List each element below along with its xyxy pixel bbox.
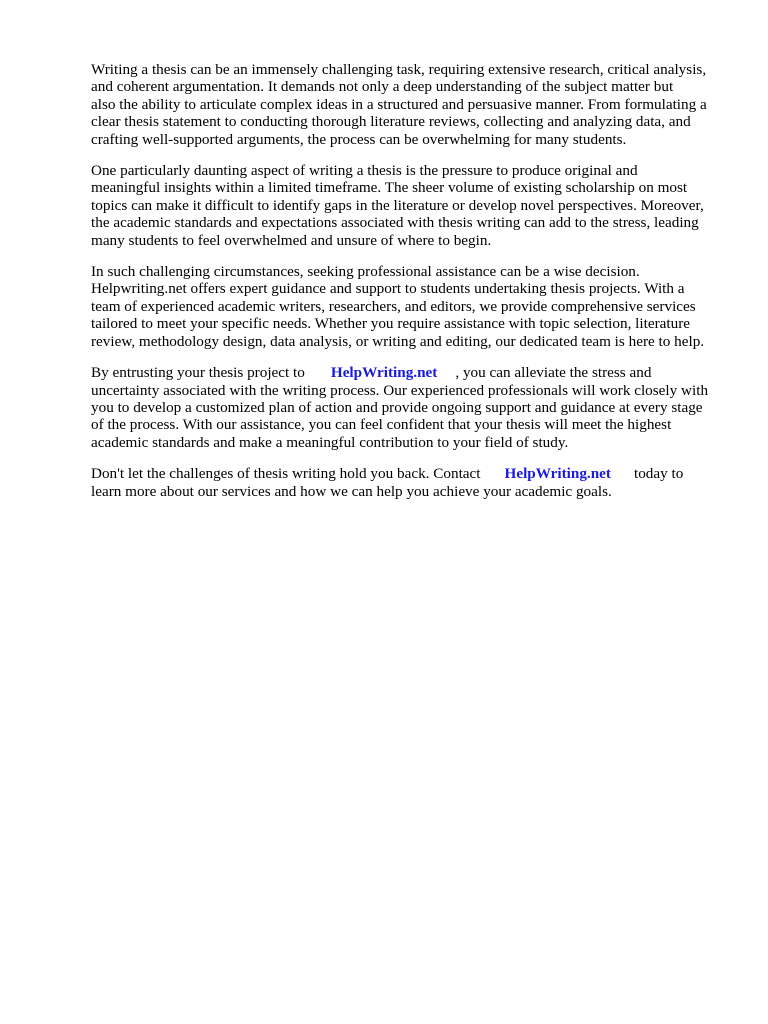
text-line: clear thesis statement to conducting thorough literature reviews, collecting and analyzing data, and	[91, 113, 691, 131]
text-line: learn more about our services and how we can help you achieve your academic goals.	[91, 482, 612, 500]
text-line: you to develop a customized plan of action and provide ongoing support and guidance at every stage	[91, 398, 703, 416]
text-line: review, methodology design, data analysis, or writing and editing, our dedicated team is here to help.	[91, 332, 705, 350]
text-line: In such challenging circumstances, seeking professional assistance can be a wise decision.	[91, 263, 640, 281]
text-line: crafting well-supported arguments, the process can be overwhelming for many students.	[91, 130, 627, 148]
helpwriting-link[interactable]: HelpWriting.net	[330, 364, 438, 382]
paragraph-assistance	[91, 263, 727, 350]
text-line: also the ability to articulate complex ideas in a structured and persuasive manner. From formulating a	[91, 95, 707, 113]
paragraph-entrusting	[91, 364, 727, 451]
text-line: academic standards and make a meaningful contribution to your field of study.	[91, 433, 569, 451]
text-line: One particularly daunting aspect of writing a thesis is the pressure to produce original and	[91, 162, 638, 180]
text-line: team of experienced academic writers, researchers, and editors, we provide comprehensive services	[91, 297, 696, 315]
text-line: topics can make it difficult to identify gaps in the literature or develop novel perspectives. Moreover,	[91, 196, 704, 214]
text-fragment: , you can alleviate the stress and	[455, 364, 652, 382]
text-line: the academic standards and expectations associated with thesis writing can add to the stress, leading	[91, 214, 699, 232]
paragraph-intro	[91, 61, 727, 148]
helpwriting-link[interactable]: HelpWriting.net	[504, 465, 611, 483]
text-fragment: Don't let the challenges of thesis writing hold you back. Contact	[91, 465, 481, 483]
paragraph-challenges	[91, 162, 727, 249]
text-fragment: today to	[633, 465, 684, 483]
text-line: uncertainty associated with the writing process. Our experienced professionals will work closely with	[91, 381, 709, 399]
text-line: many students to feel overwhelmed and unsure of where to begin.	[91, 231, 492, 249]
text-line: meaningful insights within a limited timeframe. The sheer volume of existing scholarship on most	[91, 179, 688, 197]
document-body	[91, 61, 727, 514]
text-line: Helpwriting.net offers expert guidance and support to students undertaking thesis projects. With a	[91, 280, 685, 298]
text-line	[91, 364, 727, 381]
text-fragment: By entrusting your thesis project to	[91, 364, 305, 382]
text-line: and coherent argumentation. It demands not only a deep understanding of the subject matter but	[91, 78, 674, 96]
text-line: of the process. With our assistance, you can feel confident that your thesis will meet the highest	[91, 416, 672, 434]
text-line	[91, 465, 727, 482]
text-line: Writing a thesis can be an immensely challenging task, requiring extensive research, critical analysis,	[91, 61, 707, 78]
text-line: tailored to meet your specific needs. Whether you require assistance with topic selection, literature	[91, 315, 690, 333]
paragraph-contact	[91, 465, 727, 500]
